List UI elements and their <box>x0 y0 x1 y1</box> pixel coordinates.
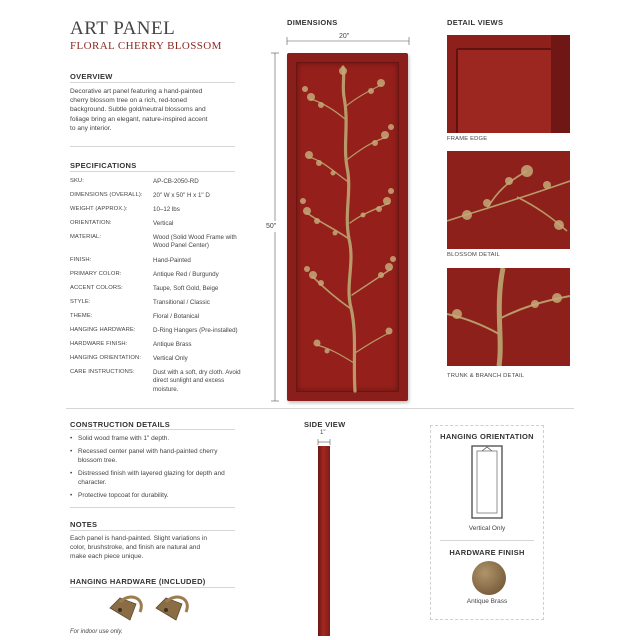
spec-value: Transitional / Classic <box>153 299 210 306</box>
hanging-hardware-heading: HANGING HARDWARE (INCLUDED) <box>70 577 206 586</box>
detail-views-heading: DETAIL VIEWS <box>447 18 504 27</box>
spec-value: Vertical <box>153 220 174 227</box>
notes-rule <box>70 530 235 531</box>
detail-caption-frame-edge: FRAME EDGE <box>447 136 488 142</box>
footer-note: For indoor use only. <box>70 629 123 635</box>
depth-label: 1" <box>320 430 326 436</box>
spec-key: MATERIAL: <box>70 234 102 240</box>
spec-key: ORIENTATION: <box>70 220 112 226</box>
list-item: • Distressed finish with layered glazing for depth and character. <box>70 469 230 487</box>
list-item: • Solid wood frame with 1" depth. <box>70 434 230 443</box>
cherry-blossom-tree-icon <box>297 63 400 393</box>
spec-key: CARE INSTRUCTIONS: <box>70 369 135 375</box>
antique-brass-swatch <box>472 561 506 595</box>
spec-value: Floral / Botanical <box>153 313 200 320</box>
hanging-orientation-caption: Vertical Only <box>468 525 506 532</box>
notes-text <box>70 534 240 562</box>
spec-key: DIMENSIONS (OVERALL): <box>70 192 143 198</box>
overview-line: cherry blossom tree on a rich, red-toned <box>70 97 187 105</box>
overview-line: to any interior. <box>70 124 112 132</box>
frame-edge-image <box>447 35 570 133</box>
spec-key: FINISH: <box>70 257 92 263</box>
spec-value: Dust with a soft, dry cloth. Avoid direct sunlight and excess moisture. <box>153 369 241 393</box>
spec-value: 20" W x 50" H x 1" D <box>153 192 210 199</box>
box-divider <box>440 540 534 541</box>
overview-line: background. Subtle gold/neutral blossoms and <box>70 106 206 114</box>
notes-line: color, brushstroke, and finish are natural and <box>70 544 201 552</box>
spec-value: Hand-Painted <box>153 257 191 264</box>
spec-key: WEIGHT (APPROX.): <box>70 206 128 212</box>
blossom-detail-image <box>447 151 570 249</box>
spec-key: HANGING ORIENTATION: <box>70 355 142 361</box>
trunk-branch-detail-image <box>447 268 570 366</box>
construction-heading: CONSTRUCTION DETAILS <box>70 420 171 429</box>
d-ring-hangers-icon <box>106 590 196 626</box>
notes-line: Each panel is hand-painted. Slight variations in <box>70 535 208 542</box>
spec-key: HANGING HARDWARE: <box>70 327 136 333</box>
spec-value: 10–12 lbs <box>153 206 180 213</box>
page-title: ART PANEL <box>70 18 176 39</box>
hanging-hardware-rule <box>70 587 235 588</box>
spec-key: THEME: <box>70 313 93 319</box>
overview-text <box>70 87 240 133</box>
construction-list <box>70 434 230 504</box>
dimensions-heading: DIMENSIONS <box>287 18 338 27</box>
spec-value: Vertical Only <box>153 355 188 362</box>
hardware-finish-caption: Antique Brass <box>466 598 508 605</box>
specifications-heading: SPECIFICATIONS <box>70 161 137 170</box>
height-label: 50" <box>266 223 277 230</box>
section-divider <box>66 408 574 409</box>
spec-value: Taupe, Soft Gold, Beige <box>153 285 219 292</box>
overview-rule <box>70 82 235 83</box>
vertical-frame-icon <box>470 444 504 520</box>
spec-key: ACCENT COLORS: <box>70 285 123 291</box>
hardware-finish-heading: HARDWARE FINISH <box>449 548 525 557</box>
spec-value: Antique Brass <box>153 341 192 348</box>
side-view-heading: SIDE VIEW <box>304 420 346 429</box>
spec-key: PRIMARY COLOR: <box>70 271 122 277</box>
notes-line: make each piece unique. <box>70 553 144 561</box>
spec-value: AP-CB-2050-RD <box>153 178 199 185</box>
spec-key: SKU: <box>70 178 84 184</box>
blossom-detail-icon <box>447 151 570 249</box>
spec-key: STYLE: <box>70 299 91 305</box>
construction-rule <box>70 429 235 430</box>
spec-key: HARDWARE FINISH: <box>70 341 128 347</box>
spec-value: Antique Red / Burgundy <box>153 271 219 278</box>
overview-heading: OVERVIEW <box>70 72 113 81</box>
specifications-rule <box>70 171 235 172</box>
list-item: • Recessed center panel with hand-painted cherry blossom tree. <box>70 447 230 465</box>
trunk-branch-detail-icon <box>447 268 570 366</box>
page-subtitle: FLORAL CHERRY BLOSSOM <box>70 40 222 52</box>
detail-caption-trunk-branch: TRUNK & BRANCH DETAIL <box>447 373 525 379</box>
spec-value: Wood (Solid Wood Frame with Wood Panel Center) <box>153 234 237 250</box>
detail-caption-blossom: BLOSSOM DETAIL <box>447 252 500 258</box>
panel-center <box>296 62 399 392</box>
notes-heading: NOTES <box>70 520 98 529</box>
width-label: 20" <box>336 33 352 40</box>
spec-value: D-Ring Hangers (Pre-installed) <box>153 327 238 334</box>
overview-line: foliage bring an elegant, nature-inspired accent <box>70 115 208 123</box>
frame-edge-icon <box>447 35 570 133</box>
depth-dimension-line <box>314 438 334 446</box>
overview-line: Decorative art panel featuring a hand-painted <box>70 88 203 95</box>
art-panel-front-view <box>287 53 408 401</box>
list-item: • Protective topcoat for durability. <box>70 491 230 500</box>
overview-bottom-rule <box>70 146 235 147</box>
hanging-orientation-heading: HANGING ORIENTATION <box>440 432 534 441</box>
panel-side-view <box>318 446 330 636</box>
construction-bottom-rule <box>70 507 235 508</box>
